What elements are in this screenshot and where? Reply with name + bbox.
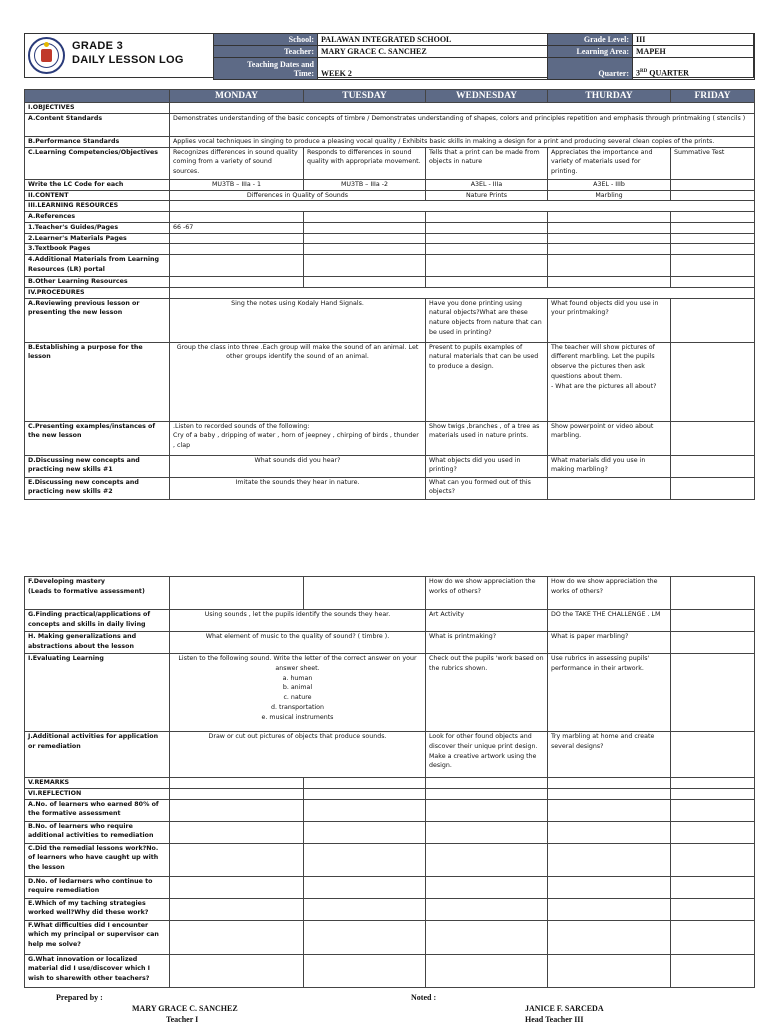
- reflection-g-label: G.What innovation or localized material did I use/discover which I wish to sharewith other teachers?: [25, 954, 170, 987]
- references-label: A.References: [25, 212, 170, 223]
- procedure-j-label: J.Additional activities for application or remediation: [25, 732, 170, 778]
- procedure-c-label: C.Presenting examples/instances of the new lesson: [25, 421, 170, 455]
- procedure-j-thursday: Try marbling at home and create several designs?: [548, 732, 671, 778]
- teacher-label: Teacher:: [214, 46, 318, 58]
- reflection-d-label: D.No. of ledarners who continue to require remediation: [25, 876, 170, 898]
- procedure-b-monday-tuesday: Group the class into three .Each group will make the sound of an animal. Let other groups identify the sound of an animal.: [170, 342, 426, 421]
- lc-code-label: Write the LC Code for each: [25, 179, 170, 190]
- competency-tuesday: Responds to differences in sound quality with appropriate movement.: [304, 147, 426, 179]
- quarter-value: 3RD QUARTER: [633, 58, 755, 80]
- procedure-h-label: H. Making generalizations and abstractions about the lesson: [25, 632, 170, 654]
- content-standards-value: Demonstrates understanding of the basic concepts of timbre / Demonstrates understanding of shapes, colors and principles repetition and emphasis through printmaking ( stencils ): [170, 113, 755, 136]
- procedure-i-wednesday: Check out the pupils 'work based on the rubrics shown.: [426, 654, 548, 732]
- procedure-d-label: D.Discussing new concepts and practicing new skills #1: [25, 455, 170, 477]
- procedure-i-thursday: Use rubrics in assessing pupils' performance in their artwork.: [548, 654, 671, 732]
- procedure-g-monday-tuesday: Using sounds , let the pupils identify the sounds they hear.: [170, 610, 426, 632]
- procedure-h-wednesday: What is printmaking?: [426, 632, 548, 654]
- noted-by-role: Head Teacher III: [525, 1015, 584, 1024]
- lc-code-wednesday: A3EL - IIIa: [426, 179, 548, 190]
- procedure-b-thursday: The teacher will show pictures of different marbling. Let the pupils observe the pictures then ask questions about them. - What are the pictures all about?: [548, 342, 671, 421]
- title-dll: DAILY LESSON LOG: [72, 54, 184, 66]
- competency-monday: Recognizes differences in sound quality coming from a variety of sound sources.: [170, 147, 304, 179]
- day-monday: MONDAY: [170, 90, 304, 103]
- school-label: School:: [214, 34, 318, 46]
- prepared-by-role: Teacher I: [166, 1015, 199, 1024]
- prepared-by-name: MARY GRACE C. SANCHEZ: [132, 1004, 238, 1013]
- reflection-f-label: F.What difficulties did I encounter which my principal or supervisor can help me solve?: [25, 920, 170, 954]
- lc-code-monday: MU3TB – IIIa - 1: [170, 179, 304, 190]
- procedure-f-wednesday: How do we show appreciation the works of others?: [426, 577, 548, 610]
- teacher-value: MARY GRACE C. SANCHEZ: [318, 46, 548, 58]
- dates-value: WEEK 2: [318, 58, 548, 80]
- dates-label: Teaching Dates and Time:: [214, 58, 318, 80]
- day-thursday: THURDAY: [548, 90, 671, 103]
- quarter-label: Quarter:: [548, 58, 633, 80]
- procedure-i-monday-tuesday: Listen to the following sound. Write the letter of the correct answer on your answer sheet. a. human b. animal c. nature d. transportation e. musical instruments: [170, 654, 426, 732]
- grade-label: Grade Level:: [548, 34, 633, 46]
- noted-by-label: Noted :: [411, 993, 437, 1002]
- content-thursday: Marbling: [548, 190, 671, 201]
- procedure-c-monday-tuesday: .Listen to recorded sounds of the following: Cry of a baby , dripping of water , horn of jeepney , chirping of birds , thunder , clap: [170, 421, 426, 455]
- competency-friday: Summative Test: [671, 147, 755, 179]
- procedure-j-monday-tuesday: Draw or cut out pictures of objects that produce sounds.: [170, 732, 426, 778]
- procedure-e-label: E.Discussing new concepts and practicing new skills #2: [25, 477, 170, 499]
- day-friday: FRIDAY: [671, 90, 755, 103]
- lc-code-tuesday: MU3TB – IIIa -2: [304, 179, 426, 190]
- teachers-guide-label: 1.Teacher's Guides/Pages: [25, 222, 170, 233]
- content-monday-tuesday: Differences in Quality of Sounds: [170, 190, 426, 201]
- area-value: MAPEH: [633, 46, 755, 58]
- procedure-a-monday-tuesday: Sing the notes using Kodaly Hand Signals.: [170, 298, 426, 342]
- performance-standards-value: Applies vocal techniques in singing to produce a pleasing vocal quality / Exhibits basic skills in making a design for a print and producing several clean copies of the prints.: [170, 136, 755, 147]
- resources-header: III.LEARNING RESOURCES: [25, 201, 170, 212]
- procedure-c-thursday: Show powerpoint or video about marbling.: [548, 421, 671, 455]
- content-wednesday: Nature Prints: [426, 190, 548, 201]
- procedure-a-thursday: What found objects did you use in your printmaking?: [548, 298, 671, 342]
- content-label: II.CONTENT: [25, 190, 170, 201]
- procedures-header: IV.PROCEDURES: [25, 287, 170, 298]
- procedure-g-label: G.Finding practical/applications of concepts and skills in daily living: [25, 610, 170, 632]
- procedure-a-wednesday: Have you done printing using natural objects?What are these nature objects from nature that can be used in printing?: [426, 298, 548, 342]
- remarks-header: V.REMARKS: [25, 778, 170, 789]
- lc-code-thursday: A3EL - IIIb: [548, 179, 671, 190]
- procedure-h-monday-tuesday: What element of music to the quality of sound? ( timbre ).: [170, 632, 426, 654]
- textbook-pages-label: 3.Textbook Pages: [25, 244, 170, 255]
- procedure-c-wednesday: Show twigs ,branches , of a tree as materials used in nature prints.: [426, 421, 548, 455]
- procedure-d-monday-tuesday: What sounds did you hear?: [170, 455, 426, 477]
- procedure-b-label: B.Establishing a purpose for the lesson: [25, 342, 170, 421]
- procedure-f-thursday: How do we show appreciation the works of others?: [548, 577, 671, 610]
- lesson-log-table-bottom: [24, 576, 755, 988]
- competency-wednesday: Tells that a print can be made from objects in nature: [426, 147, 548, 179]
- procedure-d-thursday: What materials did you use in making marbling?: [548, 455, 671, 477]
- reflection-c-label: C.Did the remedial lessons work?No. of learners who have caught up with the lesson: [25, 843, 170, 876]
- competency-thursday: Appreciates the importance and variety of materials used for printing.: [548, 147, 671, 179]
- procedure-e-monday-tuesday: Imitate the sounds they hear in nature.: [170, 477, 426, 499]
- reflection-e-label: E.Which of my taching strategies worked well?Why did these work?: [25, 898, 170, 920]
- learners-materials-label: 2.Learner's Materials Pages: [25, 233, 170, 244]
- reflection-a-label: A.No. of learners who earned 80% of the formative assessment: [25, 799, 170, 821]
- reflection-b-label: B.No. of learners who require additional activities to remediation: [25, 821, 170, 843]
- procedure-a-label: A.Reviewing previous lesson or presenting the new lesson: [25, 298, 170, 342]
- procedure-i-label: I.Evaluating Learning: [25, 654, 170, 732]
- teachers-guide-monday: 66 -67: [170, 222, 304, 233]
- prepared-by-label: Prepared by :: [56, 993, 103, 1002]
- header-info-table: [213, 33, 755, 80]
- reflection-header: VI.REFLECTION: [25, 788, 170, 799]
- lr-portal-label: 4.Additional Materials from Learning Resources (LR) portal: [25, 255, 170, 277]
- grade-value: III: [633, 34, 755, 46]
- objectives-header: I.OBJECTIVES: [25, 103, 170, 114]
- deped-seal-icon: [28, 37, 65, 74]
- performance-standards-label: B.Performance Standards: [25, 136, 170, 147]
- procedure-g-wednesday: Art Activity: [426, 610, 548, 632]
- procedure-g-thursday: DO the TAKE THE CHALLENGE . LM: [548, 610, 671, 632]
- procedure-b-wednesday: Present to pupils examples of natural materials that can be used to produce a design.: [426, 342, 548, 421]
- other-resources-label: B.Other Learning Resources: [25, 277, 170, 288]
- day-wednesday: WEDNESDAY: [426, 90, 548, 103]
- procedure-h-thursday: What is paper marbling?: [548, 632, 671, 654]
- area-label: Learning Area:: [548, 46, 633, 58]
- title-grade: GRADE 3: [72, 40, 123, 52]
- procedure-d-wednesday: What objects did you used in printing?: [426, 455, 548, 477]
- day-tuesday: TUESDAY: [304, 90, 426, 103]
- school-value: PALAWAN INTEGRATED SCHOOL: [318, 34, 548, 46]
- content-standards-label: A.Content Standards: [25, 113, 170, 136]
- competencies-label: C.Learning Competencies/Objectives: [25, 147, 170, 179]
- corner-cell: [25, 90, 170, 103]
- noted-by-name: JANICE F. SARCEDA: [525, 1004, 604, 1013]
- procedure-f-label: F.Developing mastery (Leads to formative assessment): [25, 577, 170, 610]
- procedure-e-wednesday: What can you formed out of this objects?: [426, 477, 548, 499]
- lesson-log-table-top: [24, 89, 755, 500]
- procedure-j-wednesday: Look for other found objects and discover their unique print design. Make a creative artwork using the design.: [426, 732, 548, 778]
